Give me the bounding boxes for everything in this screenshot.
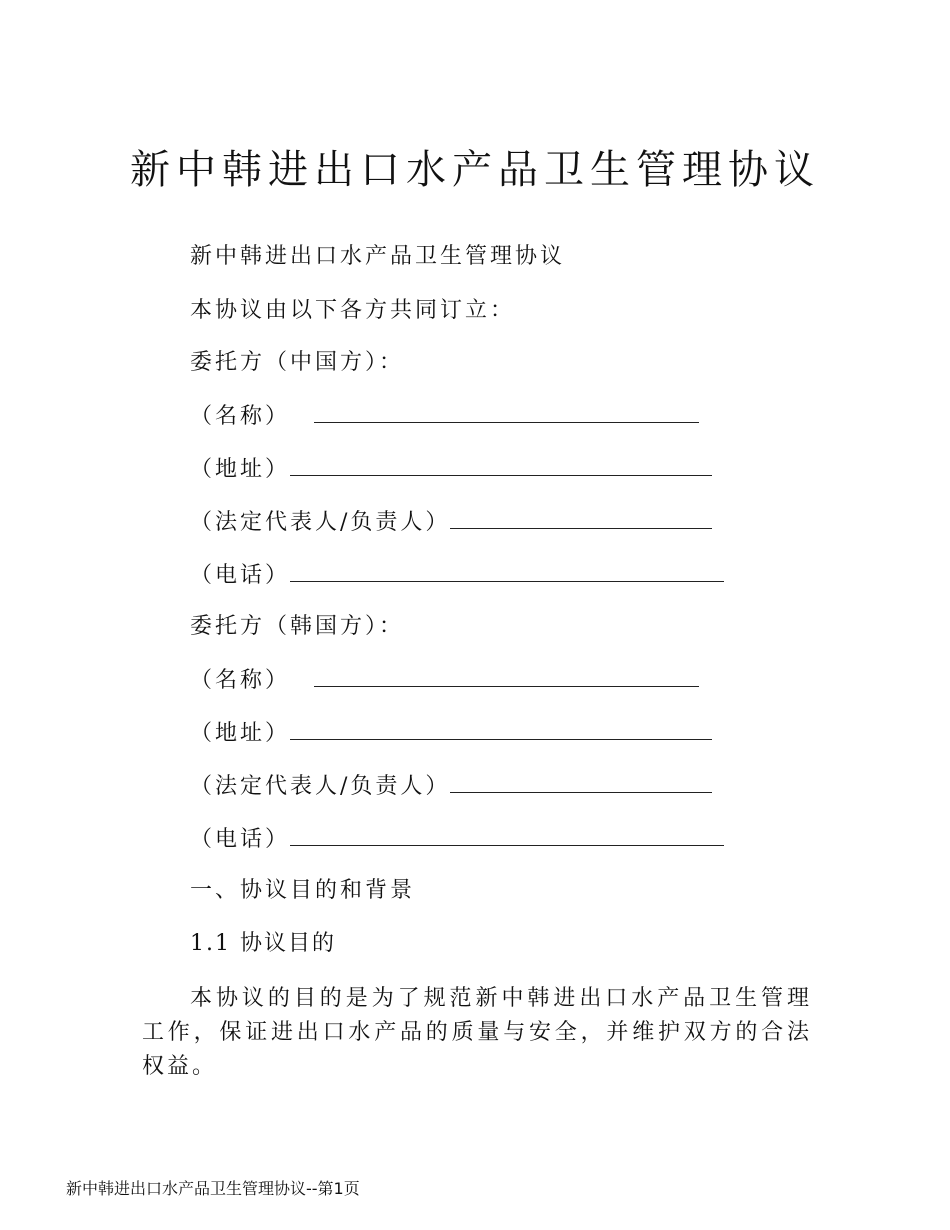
section1-heading: 一、协议目的和背景: [190, 878, 416, 903]
party-china-address-field[interactable]: [290, 453, 712, 476]
party-korea-name-label: （名称）: [190, 668, 291, 693]
party-korea-phone-row: [190, 823, 724, 855]
party-china-phone-label: （电话）: [190, 563, 291, 588]
party-china-heading: 委托方（中国方）：: [190, 350, 405, 375]
party-china-address-row: [190, 453, 712, 485]
section1-subheading: 1.1 协议目的: [190, 931, 336, 956]
party-korea-representative-label: （法定代表人/负责人）: [190, 774, 451, 799]
party-korea-representative-field[interactable]: [450, 770, 712, 793]
party-china-address-label: （地址）: [190, 457, 291, 482]
party-korea-name-field[interactable]: [314, 664, 699, 687]
party-china-name-field[interactable]: [314, 400, 699, 423]
party-korea-address-row: [190, 717, 712, 749]
party-china-phone-row: [190, 559, 724, 591]
party-korea-address-field[interactable]: [290, 717, 712, 740]
party-korea-phone-field[interactable]: [290, 823, 724, 846]
page-footer: 新中韩进出口水产品卫生管理协议--第1页: [66, 1179, 360, 1198]
party-korea-heading: 委托方（韩国方）：: [190, 614, 405, 639]
document-subtitle: 新中韩进出口水产品卫生管理协议: [190, 244, 566, 269]
party-china-representative-row: [190, 506, 712, 538]
section1-body: 本协议的目的是为了规范新中韩进出口水产品卫生管理工作，保证进出口水产品的质量与安全，并维护双方的合法权益。: [142, 986, 812, 1079]
party-china-representative-field[interactable]: [450, 506, 712, 529]
intro-text: 本协议由以下各方共同订立：: [190, 298, 516, 323]
party-korea-phone-label: （电话）: [190, 827, 291, 852]
party-korea-name-row: [190, 664, 699, 696]
document-title: 新中韩进出口水产品卫生管理协议: [130, 147, 820, 193]
party-china-name-row: [190, 400, 699, 432]
party-korea-representative-row: [190, 770, 712, 802]
party-china-representative-label: （法定代表人/负责人）: [190, 510, 451, 535]
party-china-phone-field[interactable]: [290, 559, 724, 582]
party-korea-address-label: （地址）: [190, 721, 291, 746]
party-china-name-label: （名称）: [190, 404, 291, 429]
